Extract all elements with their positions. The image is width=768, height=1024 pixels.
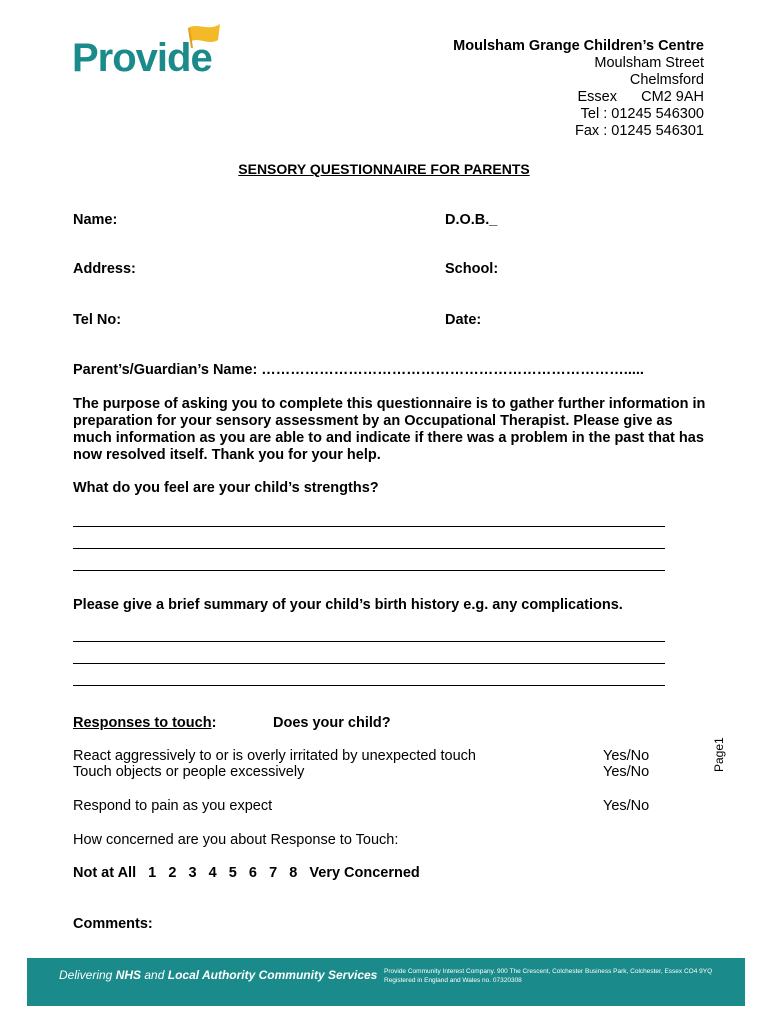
page-number: Page1 [712,737,726,772]
street: Moulsham Street [594,55,704,71]
org-name: Moulsham Grange Children’s Centre [453,38,704,54]
footer-banner [27,958,745,1006]
page-title: SENSORY QUESTIONNAIRE FOR PARENTS [238,161,530,177]
tagline-services: Local Authority Community Services [167,968,378,982]
address-block [453,38,704,140]
touch-prompt: Does your child? [273,715,391,731]
concern-question: How concerned are you about Response to Touch: [73,832,399,848]
answer-line[interactable] [73,570,665,571]
guardian-label: Parent’s/Guardian’s Name: …………………………………………………………………..... [73,362,644,378]
answer-line[interactable] [73,526,665,527]
footer-tagline [59,968,377,982]
tagline-part: Delivering [59,968,116,982]
date-label: Date: [445,312,482,328]
touch-item-3: Respond to pain as you expect [73,798,273,814]
touch-heading-colon: : [211,715,217,731]
telephone: Tel : 01245 546300 [580,106,704,122]
answer-line[interactable] [73,685,665,686]
logo-text: Provide [72,36,212,80]
provide-logo [72,22,222,82]
yes-no-answer[interactable]: Yes/No [603,764,650,780]
legal-line-1: Provide Community Interest Company. 900 The Crescent, Colchester Business Park, Colchester, Essex CO4 9YQ [384,968,713,975]
county-postcode: Essex CM2 9AH [577,89,704,105]
comments-label: Comments: [73,916,153,932]
touch-heading-row [73,715,216,731]
fax: Fax : 01245 546301 [575,123,704,139]
tagline-part: and [141,968,168,982]
strengths-question: What do you feel are your child’s strengths? [73,480,379,496]
name-label: Name: [73,212,118,228]
yes-no-answer[interactable]: Yes/No [603,798,650,814]
yes-no-answer[interactable]: Yes/No [603,748,650,764]
answer-line[interactable] [73,548,665,549]
answer-line[interactable] [73,663,665,664]
touch-item-1: React aggressively to or is overly irritated by unexpected touch [73,748,476,764]
touch-heading: Responses to touch [73,715,212,731]
answer-line[interactable] [73,641,665,642]
concern-scale[interactable]: Not at All 1 2 3 4 5 6 7 8 Very Concerned [73,865,420,881]
legal-line-2: Registered in England and Wales no. 07320308 [384,977,522,984]
footer-legal [384,967,734,985]
intro-paragraph: The purpose of asking you to complete this questionnaire is to gather further information in preparation for your sensory assessment by an Occupational Therapist. Please give as much information as you are able to and indicate if there was a problem in the past that has now resolved itself. Thank you for your help. [73,396,706,463]
school-label: School: [445,261,499,277]
address-label: Address: [73,261,136,277]
tagline-nhs: NHS [115,968,142,982]
tel-label: Tel No: [73,312,122,328]
birth-history-question: Please give a brief summary of your child’s birth history e.g. any complications. [73,597,623,613]
touch-item-2: Touch objects or people excessively [73,764,305,780]
dob-label: D.O.B._ [445,212,498,228]
town: Chelmsford [629,72,704,88]
